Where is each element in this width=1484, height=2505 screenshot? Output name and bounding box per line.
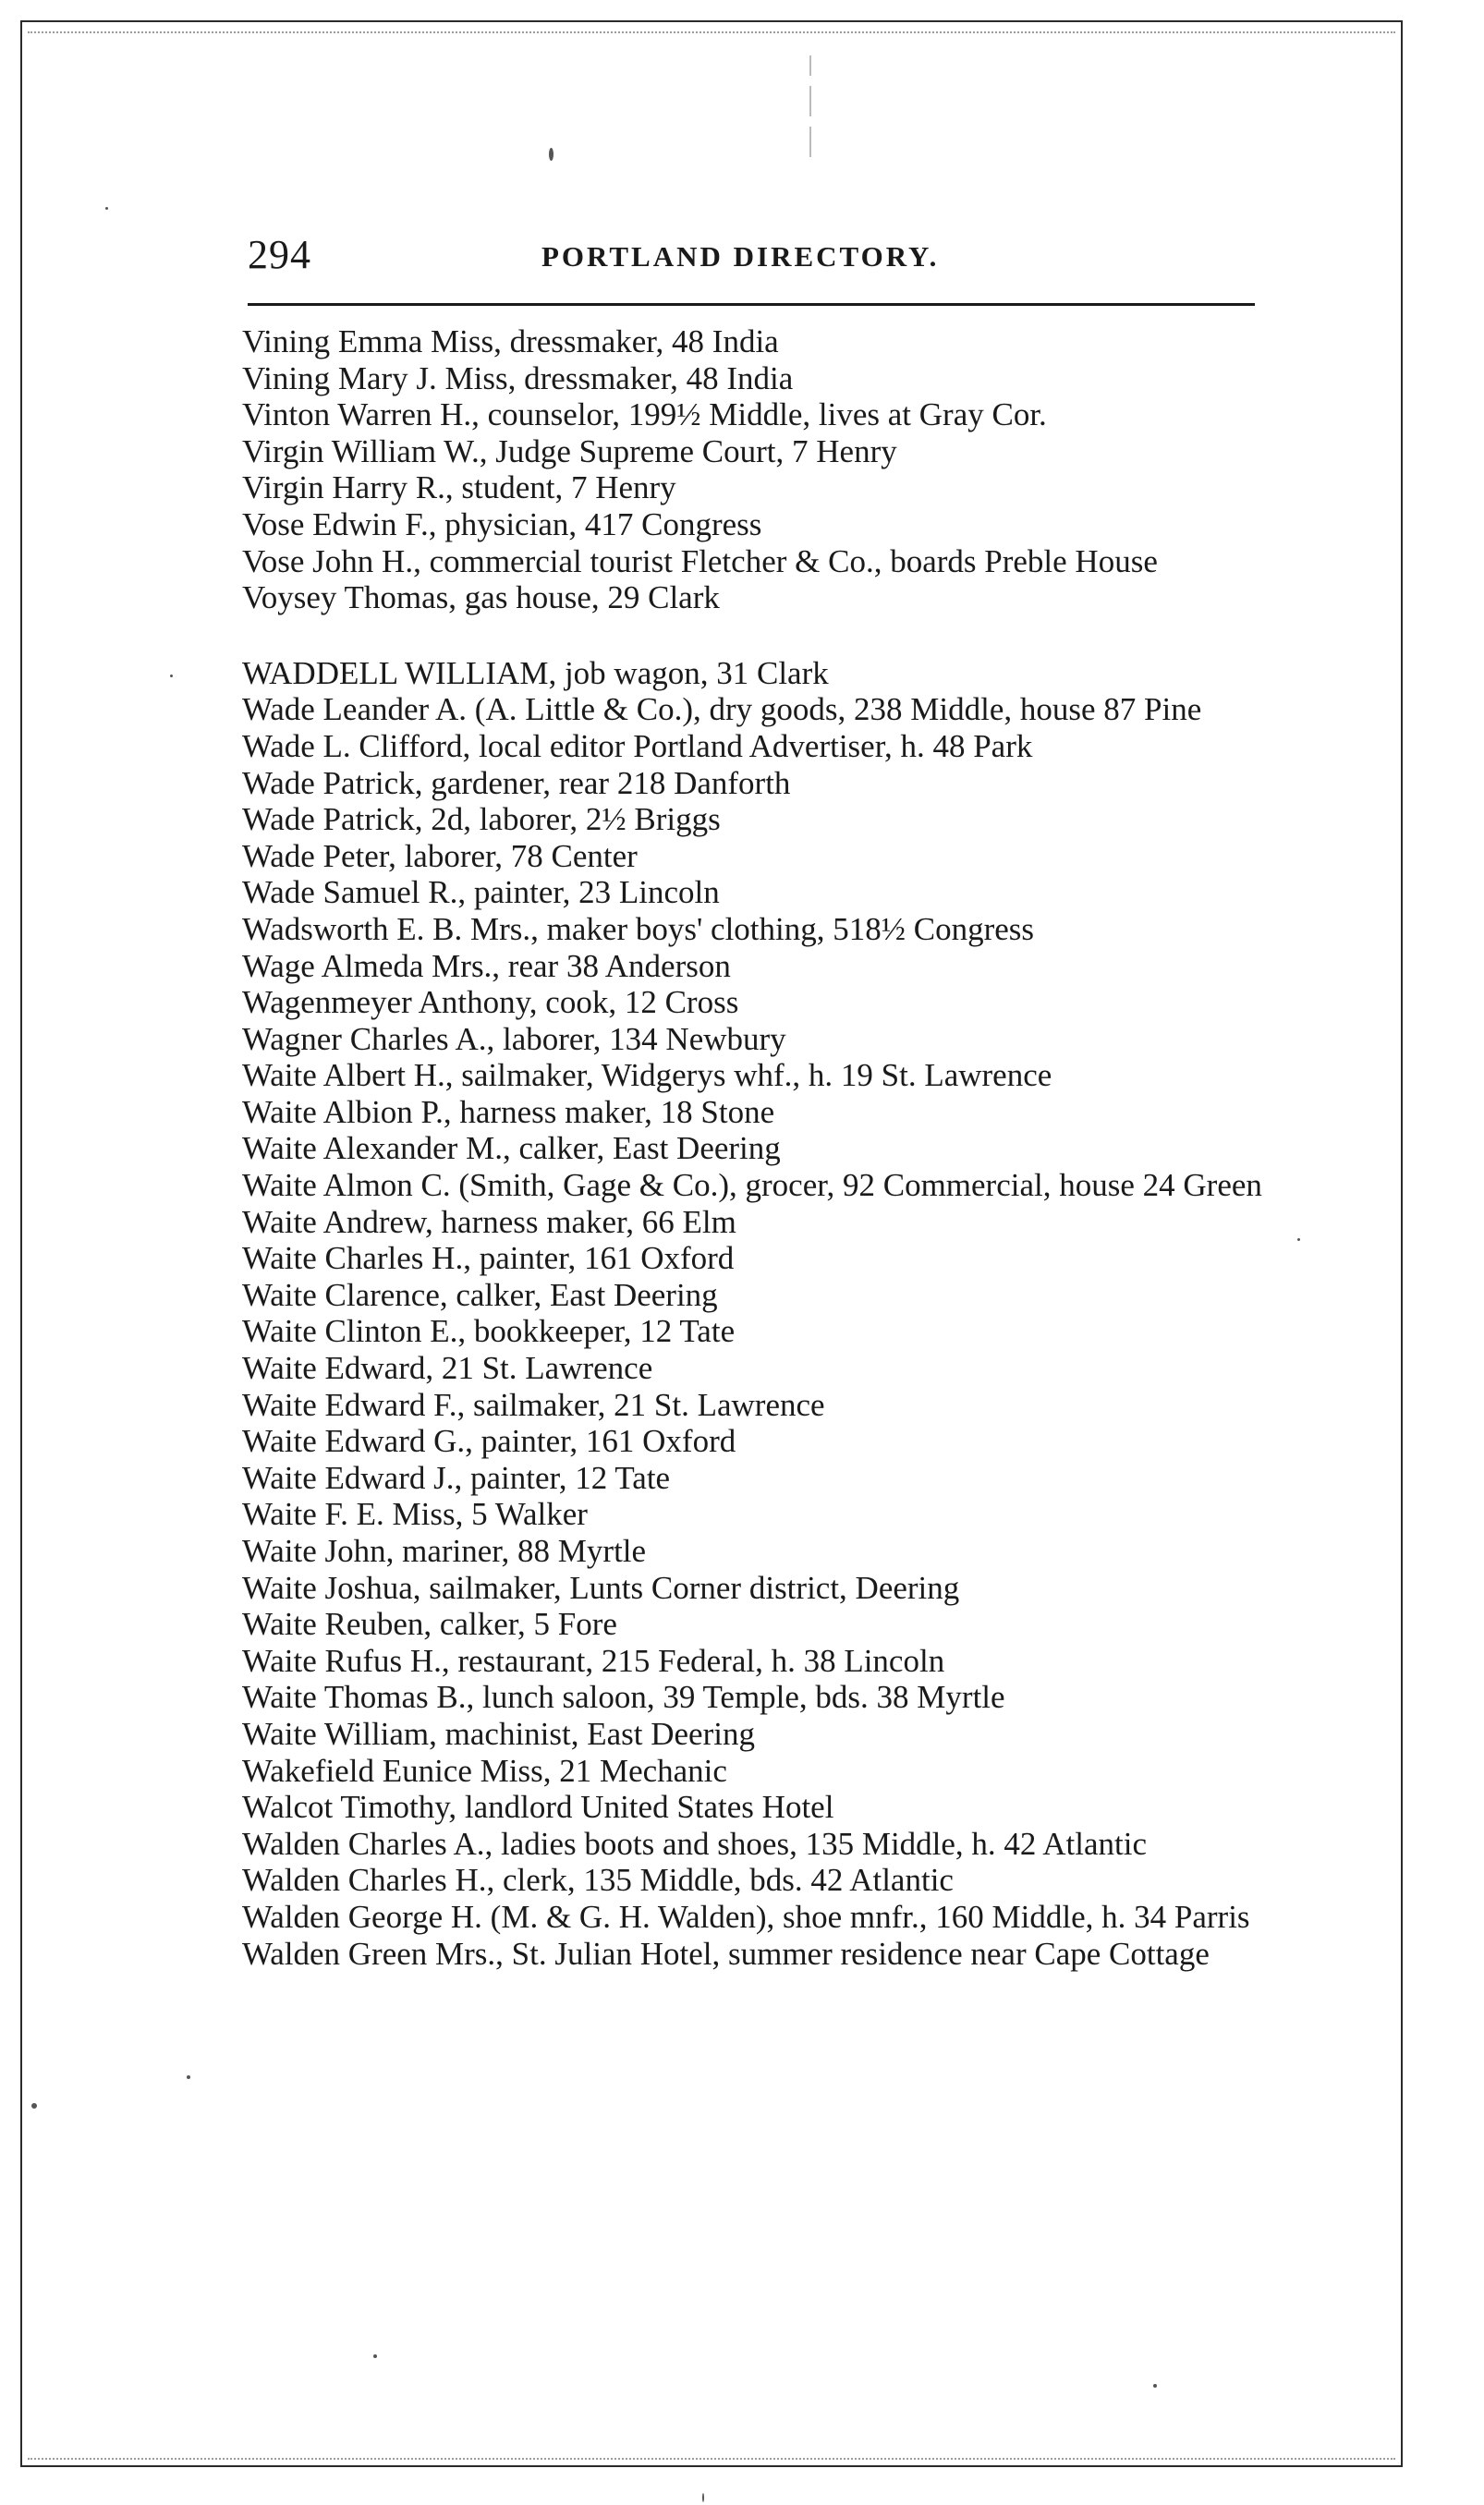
scan-edge-bottom xyxy=(28,2458,1395,2460)
scan-speck xyxy=(1153,2384,1157,2388)
directory-entry: Virgin Harry R., student, 7 Henry xyxy=(242,469,676,506)
directory-entry: Waite Edward G., painter, 161 Oxford xyxy=(242,1423,736,1460)
directory-entry: Waite Clinton E., bookkeeper, 12 Tate xyxy=(242,1313,736,1350)
scan-speck xyxy=(105,207,108,210)
directory-entry: Wagenmeyer Anthony, cook, 12 Cross xyxy=(242,984,739,1021)
scan-speck xyxy=(170,675,173,677)
directory-entry: Wage Almeda Mrs., rear 38 Anderson xyxy=(242,947,731,984)
scan-speck xyxy=(1297,1238,1300,1241)
directory-entry: Wade Patrick, gardener, rear 218 Danforth xyxy=(242,764,791,801)
directory-entry: Waite Rufus H., restaurant, 215 Federal, h. 38 Lincoln xyxy=(242,1642,945,1679)
directory-entry: Walden George H. (M. & G. H. Walden), shoe mnfr., 160 Middle, h. 34 Parris xyxy=(242,1898,1250,1935)
directory-entry: Vose Edwin F., physician, 417 Congress xyxy=(242,505,762,542)
directory-entry: Waite Charles H., painter, 161 Oxford xyxy=(242,1240,735,1277)
directory-entry: Waite Almon C. (Smith, Gage & Co.), grocer, 92 Commercial, house 24 Green xyxy=(242,1167,1262,1204)
header-rule xyxy=(248,303,1255,306)
directory-entry: Waite Edward, 21 St. Lawrence xyxy=(242,1350,653,1387)
scan-speck xyxy=(549,148,553,161)
scan-speck xyxy=(187,2075,190,2079)
directory-entry: Walden Green Mrs., St. Julian Hotel, summer residence near Cape Cottage xyxy=(242,1935,1210,1972)
scan-speck xyxy=(31,2103,37,2109)
directory-entries xyxy=(242,323,1268,1972)
directory-entry: Waite Andrew, harness maker, 66 Elm xyxy=(242,1203,736,1240)
directory-entry: Waite Alexander M., calker, East Deering xyxy=(242,1130,781,1167)
scan-speck xyxy=(373,2354,377,2358)
page-number: 294 xyxy=(248,232,311,277)
directory-entry: Walden Charles A., ladies boots and shoes, 135 Middle, h. 42 Atlantic xyxy=(242,1825,1147,1862)
directory-entry: Walcot Timothy, landlord United States Hotel xyxy=(242,1789,834,1826)
directory-entry: Vining Mary J. Miss, dressmaker, 48 India xyxy=(242,359,794,396)
directory-entry: Virgin William W., Judge Supreme Court, 7 Henry xyxy=(242,432,897,469)
directory-entry: Wadsworth E. B. Mrs., maker boys' clothing, 518½ Congress xyxy=(242,910,1035,947)
directory-entry: Wade Leander A. (A. Little & Co.), dry goods, 238 Middle, house 87 Pine xyxy=(242,691,1202,728)
binding-mark xyxy=(809,55,811,157)
directory-entry: Wade Patrick, 2d, laborer, 2½ Briggs xyxy=(242,801,721,838)
directory-entry: Waite John, mariner, 88 Myrtle xyxy=(242,1533,647,1569)
directory-entry: Waite William, machinist, East Deering xyxy=(242,1715,755,1752)
directory-entry: Wade Peter, laborer, 78 Center xyxy=(242,837,638,874)
directory-entry: Wade L. Clifford, local editor Portland Advertiser, h. 48 Park xyxy=(242,727,1033,764)
directory-entry: Waite F. E. Miss, 5 Walker xyxy=(242,1496,588,1533)
directory-entry: Voysey Thomas, gas house, 29 Clark xyxy=(242,579,720,616)
running-title: PORTLAND DIRECTORY. xyxy=(541,240,940,273)
directory-entry: Waite Thomas B., lunch saloon, 39 Temple, bds. 38 Myrtle xyxy=(242,1679,1005,1716)
directory-entry: Waite Albion P., harness maker, 18 Stone xyxy=(242,1093,775,1130)
scan-edge-top xyxy=(28,31,1395,33)
directory-entry: Vining Emma Miss, dressmaker, 48 India xyxy=(242,323,779,359)
scan-speck xyxy=(702,2493,704,2502)
directory-entry: Waite Albert H., sailmaker, Widgerys whf., h. 19 St. Lawrence xyxy=(242,1057,1052,1094)
directory-entry: Waite Reuben, calker, 5 Fore xyxy=(242,1606,617,1643)
directory-entry: Vinton Warren H., counselor, 199½ Middle, lives at Gray Cor. xyxy=(242,396,1047,433)
directory-entry: WADDELL WILLIAM, job wagon, 31 Clark xyxy=(242,654,829,691)
directory-entry: Wakefield Eunice Miss, 21 Mechanic xyxy=(242,1752,727,1789)
directory-entry: Waite Joshua, sailmaker, Lunts Corner district, Deering xyxy=(242,1569,960,1606)
page-header xyxy=(248,231,1255,296)
directory-entry: Waite Edward F., sailmaker, 21 St. Lawrence xyxy=(242,1386,825,1423)
directory-entry: Walden Charles H., clerk, 135 Middle, bds. 42 Atlantic xyxy=(242,1862,954,1899)
directory-entry: Wade Samuel R., painter, 23 Lincoln xyxy=(242,874,720,911)
directory-entry: Waite Edward J., painter, 12 Tate xyxy=(242,1459,671,1496)
directory-entry: Wagner Charles A., laborer, 134 Newbury xyxy=(242,1020,786,1057)
directory-entry: Vose John H., commercial tourist Fletcher & Co., boards Preble House xyxy=(242,542,1158,579)
directory-entry: Waite Clarence, calker, East Deering xyxy=(242,1276,718,1313)
